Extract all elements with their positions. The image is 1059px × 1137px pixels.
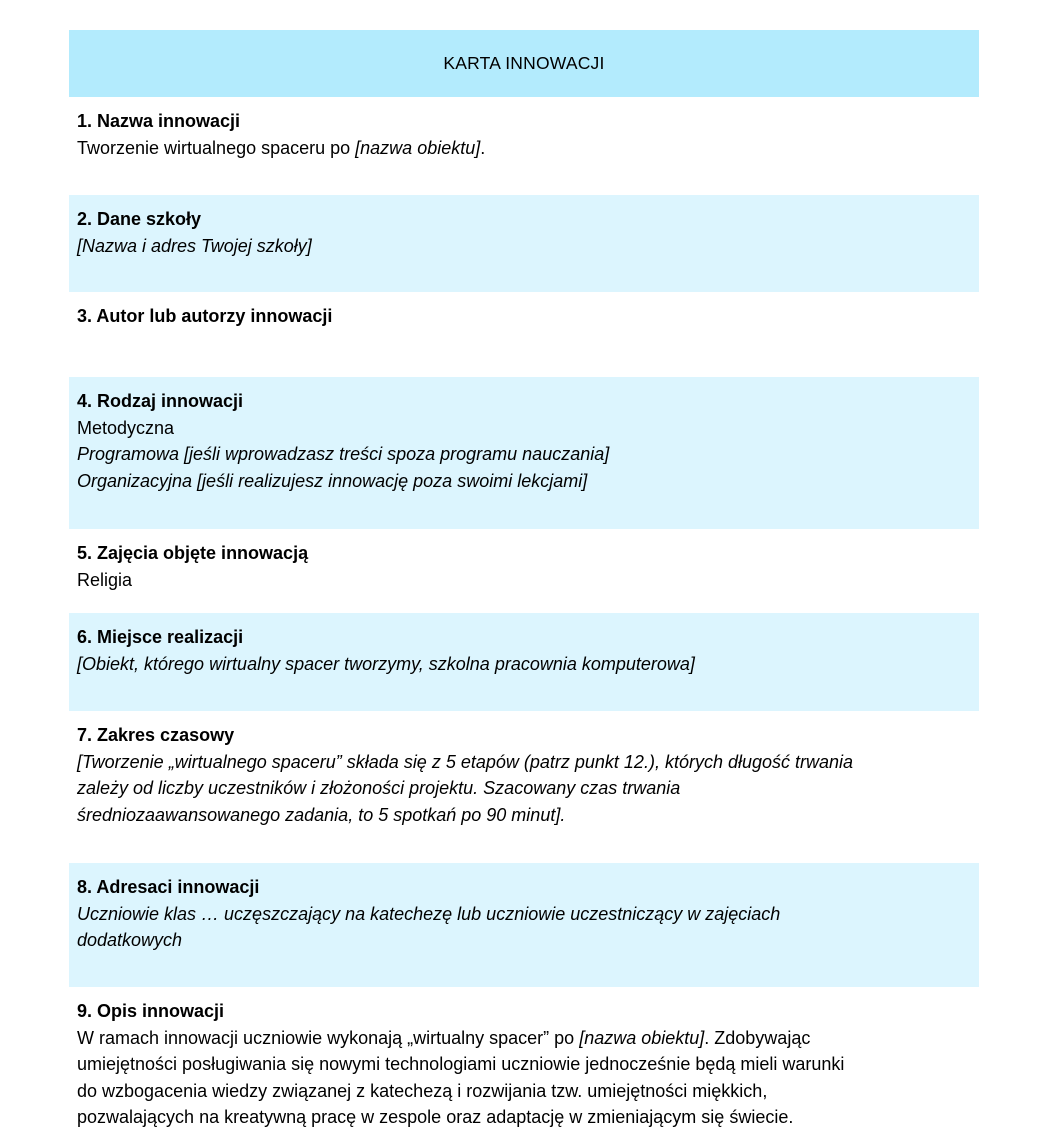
section-title: 7. Zakres czasowy	[77, 725, 235, 745]
section-text: zależy od liczby uczestników i złożoności projektu. Szacowany czas trwania	[77, 778, 681, 798]
document-page	[69, 30, 979, 1137]
section-title: 1. Nazwa innowacji	[77, 111, 241, 131]
section-title: 8. Adresaci innowacji	[77, 877, 260, 897]
section-zakres-czasowy	[69, 711, 979, 863]
page-title-banner	[69, 30, 979, 97]
placeholder-text: [nazwa obiektu]	[355, 137, 481, 158]
text-fragment: . Zdobywając	[704, 1027, 811, 1048]
section-text: Metodyczna	[77, 417, 175, 438]
placeholder-text: [Obiekt, którego wirtualny spacer tworzymy, szkolna pracownia komputerowa]	[77, 653, 695, 674]
text-fragment: .	[480, 137, 486, 158]
section-zajecia	[69, 529, 979, 613]
section-text: pozwalających na kreatywną pracę w zespole oraz adaptację w zmieniającym się świecie.	[77, 1107, 794, 1127]
section-title: 6. Miejsce realizacji	[77, 627, 244, 647]
section-text: Programowa [jeśli wprowadzasz treści spoza programu nauczania]	[77, 444, 610, 464]
placeholder-text: [nazwa obiektu]	[579, 1027, 705, 1048]
section-title: 2. Dane szkoły	[77, 209, 202, 229]
page-title: KARTA INNOWACJI	[443, 53, 605, 73]
section-text: Religia	[77, 569, 133, 590]
text-fragment: Tworzenie wirtualnego spaceru po	[77, 137, 356, 158]
section-autorzy	[69, 292, 979, 377]
section-text: [Tworzenie „wirtualnego spaceru” składa się z 5 etapów (patrz punkt 12.), których długość trwania	[77, 751, 854, 772]
section-title: 3. Autor lub autorzy innowacji	[77, 306, 333, 326]
section-text: Uczniowie klas … uczęszczający na katechezę lub uczniowie uczestniczący w zajęciach	[77, 903, 781, 924]
section-nazwa-innowacji	[69, 97, 979, 195]
section-opis-innowacji	[69, 987, 979, 1137]
section-text: średniozaawansowanego zadania, to 5 spotkań po 90 minut].	[77, 804, 566, 825]
placeholder-text: [Nazwa i adres Twojej szkoły]	[77, 235, 312, 256]
section-text: umiejętności posługiwania się nowymi technologiami uczniowie jednocześnie będą mieli warunki	[77, 1054, 845, 1074]
section-title: 9. Opis innowacji	[77, 1001, 225, 1021]
section-miejsce-realizacji	[69, 613, 979, 711]
section-text	[77, 135, 971, 162]
section-dane-szkoly	[69, 195, 979, 292]
section-title: 4. Rodzaj innowacji	[77, 391, 244, 411]
section-text: dodatkowych	[77, 930, 183, 950]
section-rodzaj-innowacji	[69, 377, 979, 529]
section-title: 5. Zajęcia objęte innowacją	[77, 543, 309, 563]
section-text: do wzbogacenia wiedzy związanej z katechezą i rozwijania tzw. umiejętności miękkich,	[77, 1080, 768, 1101]
text-fragment: W ramach innowacji uczniowie wykonają „wirtualny spacer” po	[77, 1027, 580, 1048]
section-adresaci	[69, 863, 979, 987]
section-text: Organizacyjna [jeśli realizujesz innowację poza swoimi lekcjami]	[77, 470, 588, 491]
section-text	[77, 1025, 971, 1052]
